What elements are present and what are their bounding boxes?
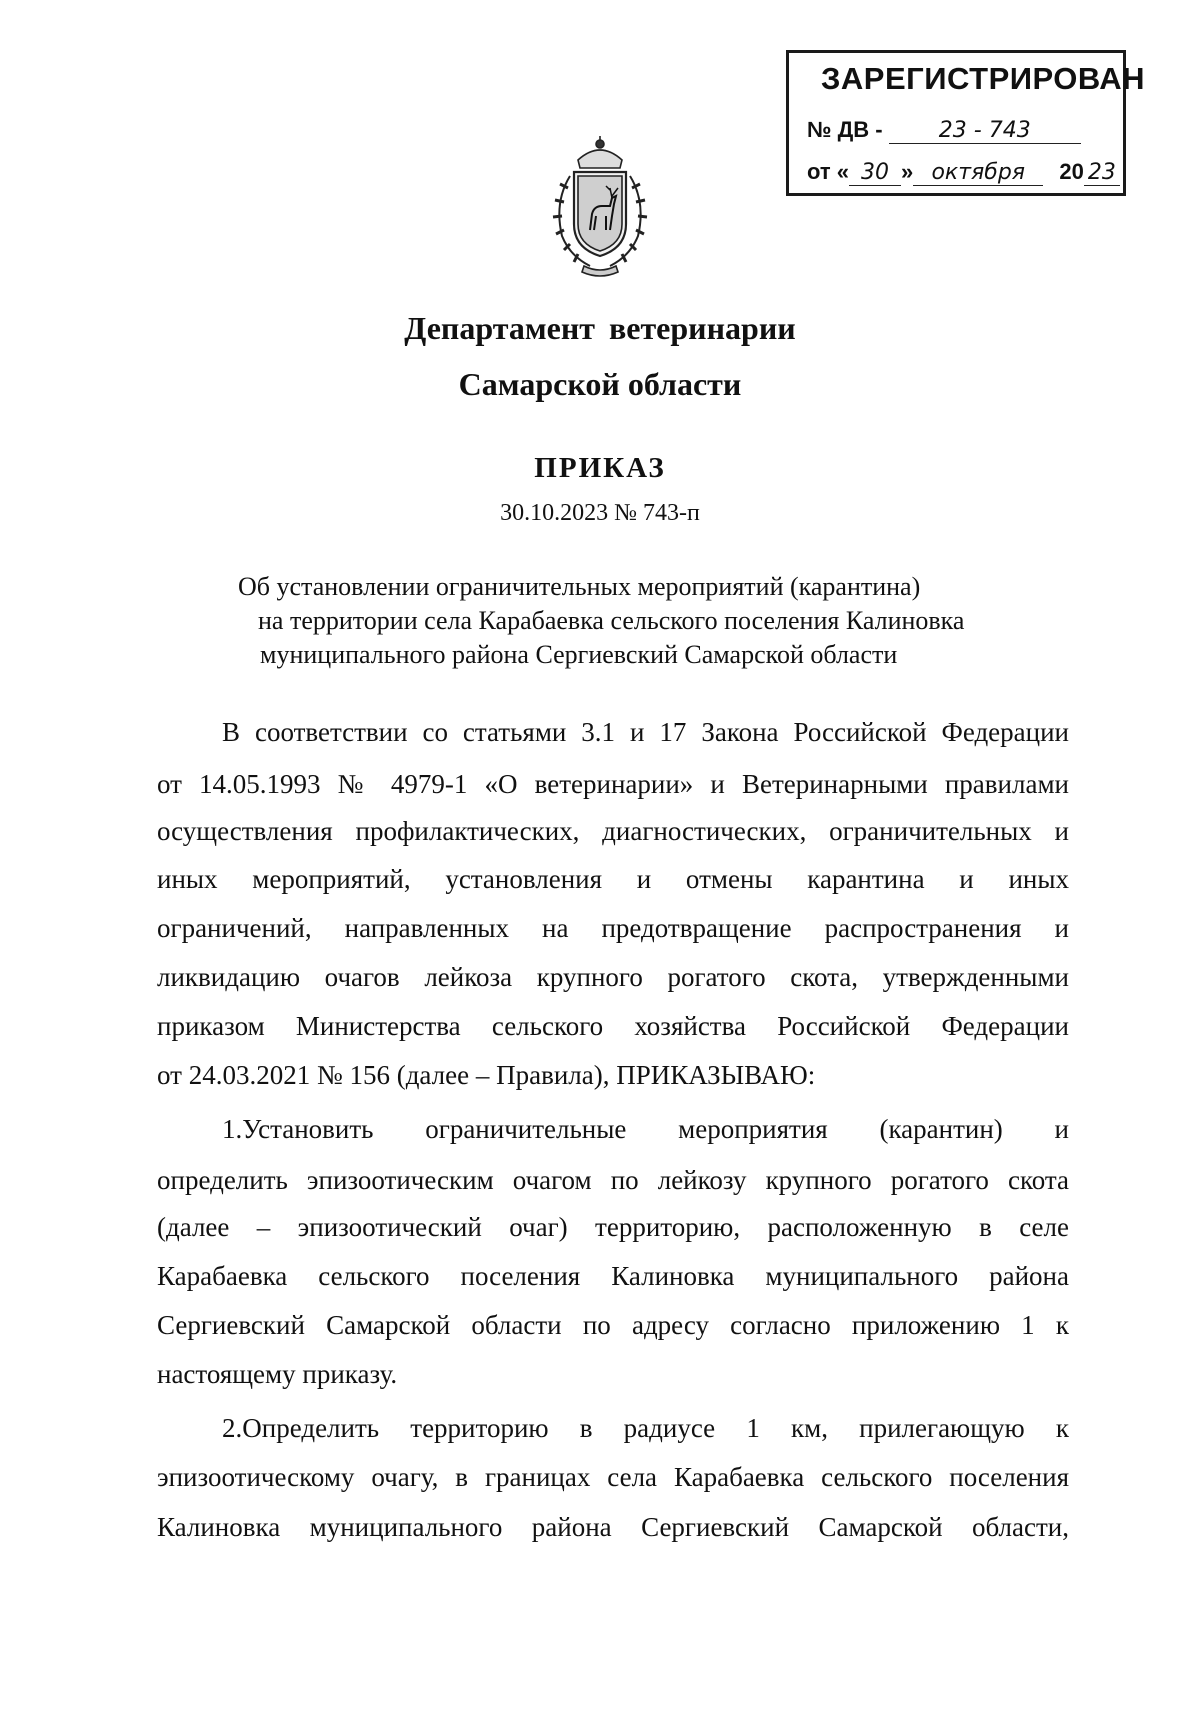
body-text-line: эпизоотическому очагу, в границах села Карабаевка сельского поселения (157, 1462, 1069, 1492)
stamp-date-prefix: от « (807, 159, 850, 184)
stamp-date-mid: » (901, 159, 914, 184)
stamp-number-value: 23 - 743 (889, 118, 1081, 144)
body-text-line: (далее – эпизоотический очаг) территорию, расположенную в селе (157, 1212, 1069, 1242)
subject-line: на территории села Карабаевка сельского поселения Калиновка (258, 606, 965, 635)
stamp-date-day: 30 (849, 160, 901, 186)
subject-line: Об установлении ограничительных мероприятий (карантина) (238, 572, 921, 601)
body-text-line: настоящему приказу. (157, 1359, 398, 1389)
body-text-line: от 14.05.1993 № 4979-1 «О ветеринарии» и Ветеринарными правилами (157, 769, 1069, 799)
body-text-line: приказом Министерства сельского хозяйства Российской Федерации (157, 1011, 1069, 1041)
stamp-date-month: октября (913, 160, 1043, 186)
body-text-line: от 24.03.2021 № 156 (далее – Правила), ПРИКАЗЫВАЮ: (157, 1060, 816, 1090)
stamp-year-suffix: 23 (1084, 160, 1120, 186)
order-number-date: 30.10.2023 № 743-п (500, 500, 700, 526)
body-text-line: Сергиевский Самарской области по адресу согласно приложению 1 к (157, 1310, 1069, 1340)
body-text-line: иных мероприятий, установления и отмены карантина и иных (157, 864, 1069, 894)
stamp-number-row (807, 117, 1081, 144)
department-name-line1: Департамент ветеринарии (404, 310, 796, 346)
body-text-line: осуществления профилактических, диагностических, ограничительных и (157, 816, 1069, 846)
body-text-line: 2.Определить территорию в радиусе 1 км, прилегающую к (222, 1413, 1069, 1443)
stamp-year (1059, 159, 1119, 186)
stamp-number-label: № ДВ - (807, 117, 883, 142)
subject-line: муниципального района Сергиевский Самарской области (260, 640, 898, 669)
body-text-line: В соответствии со статьями 3.1 и 17 Закона Российской Федерации (222, 717, 1069, 747)
stamp-title: ЗАРЕГИСТРИРОВАН (821, 61, 1146, 96)
stamp-year-prefix: 20 (1059, 159, 1084, 184)
coat-of-arms-emblem (540, 132, 660, 282)
body-text-line: ликвидацию очагов лейкоза крупного рогатого скота, утвержденными (157, 962, 1069, 992)
department-name-line2: Самарской области (458, 366, 742, 402)
body-text-line: 1.Установить ограничительные мероприятия (карантин) и (222, 1114, 1069, 1144)
body-text-line: Карабаевка сельского поселения Калиновка муниципального района (157, 1261, 1069, 1291)
body-text-line: определить эпизоотическим очагом по лейкозу крупного рогатого скота (157, 1165, 1069, 1195)
registration-stamp (786, 50, 1146, 196)
order-title: ПРИКАЗ (534, 452, 666, 484)
stamp-date-row (807, 159, 1120, 186)
body-text-line: Калиновка муниципального района Сергиевский Самарской области, (157, 1512, 1069, 1542)
body-text-line: ограничений, направленных на предотвращение распространения и (157, 913, 1069, 943)
